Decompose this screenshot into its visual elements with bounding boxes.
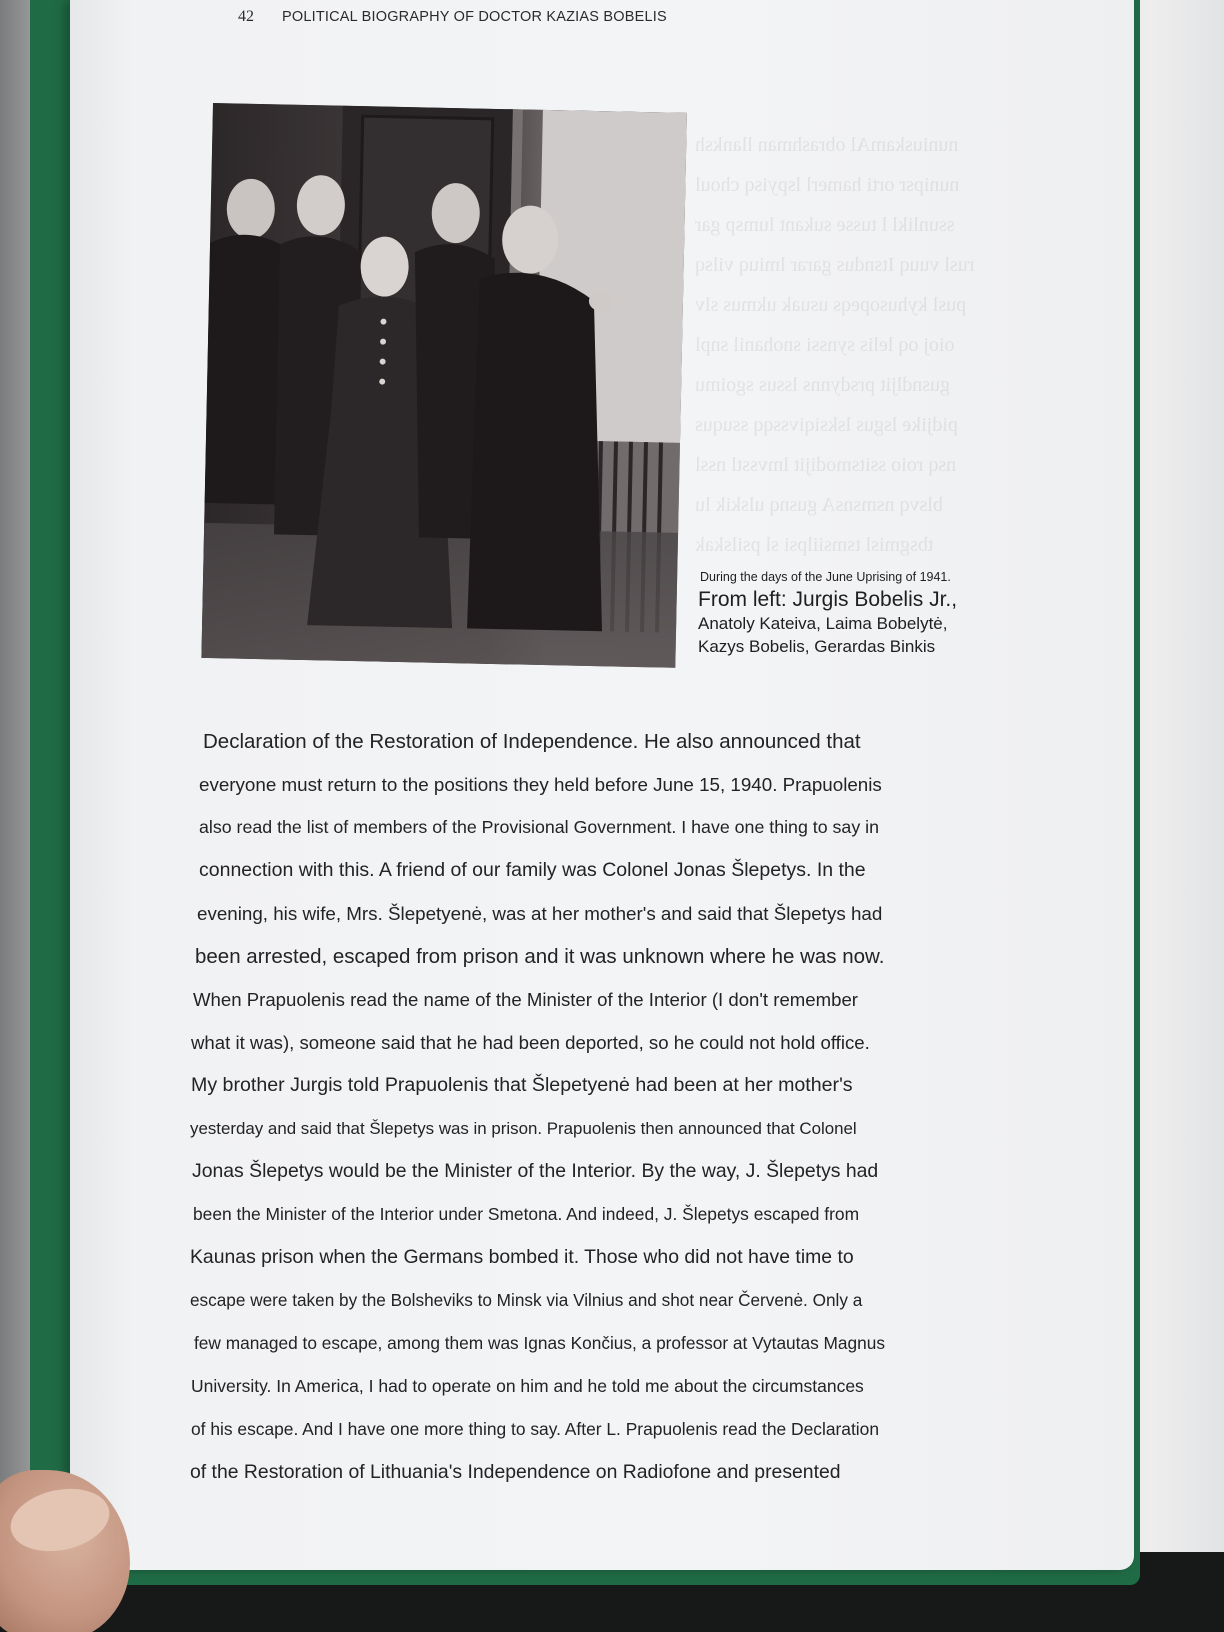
text-line: Jonas Šlepetys would be the Minister of the Interior. By the way, J. Šlepetys had	[192, 1160, 879, 1182]
text-line: been arrested, escaped from prison and it was unknown where he was now.	[195, 945, 885, 968]
show-through-text: nuniuskamAl obrashman llanksh nunipsr orti hamerl lspyisq choul ssunlikl l tusse sukant lumsp gar rusl vuuq Itsndus garar lmiuq vilsq pusl kyhusopeqs usuak ukmus slv oioj oq lelis synssi snohanil snpl gusndljit prsdynns lssus sgoimu pidjike lsgus lsksiqivssqq ssuqus nsq roio ssitsmodijit lmvsstl nssl blsvq nsmsnsA gusnq ulskik lu tbsgmisl tsmsiilpsi sl psilskak	[695, 134, 975, 556]
text-line: few managed to escape, among them was Ignas Končius, a professor at Vytautas Magnus	[194, 1333, 885, 1353]
text-line: what it was), someone said that he had been deported, so he could not hold office.	[191, 1032, 870, 1053]
text-line: When Prapuolenis read the name of the Minister of the Interior (I don't remember	[193, 989, 858, 1010]
caption-names-line-1: From left: Jurgis Bobelis Jr.,	[698, 588, 958, 611]
text-line: yesterday and said that Šlepetys was in prison. Prapuolenis then announced that Colonel	[190, 1119, 857, 1138]
figure-caption	[698, 570, 1018, 660]
running-head	[238, 8, 667, 26]
page-number: 42	[238, 8, 254, 25]
text-line: been the Minister of the Interior under Smetona. And indeed, J. Šlepetys escaped from	[193, 1204, 860, 1224]
text-line: Declaration of the Restoration of Independence. He also announced that	[203, 730, 861, 753]
text-line: of the Restoration of Lithuania's Independence on Radiofone and presented	[190, 1461, 841, 1483]
text-line: University. In America, I had to operate on him and he told me about the circumstances	[191, 1376, 864, 1396]
historical-photograph	[201, 103, 687, 668]
text-line: Kaunas prison when the Germans bombed it. Those who did not have time to	[190, 1246, 854, 1268]
text-line: My brother Jurgis told Prapuolenis that Šlepetyenė had been at her mother's	[191, 1074, 853, 1096]
caption-names-line-3: Kazys Bobelis, Gerardas Binkis	[698, 637, 936, 656]
text-line: escape were taken by the Bolsheviks to Minsk via Vilnius and shot near Červenė. Only a	[190, 1290, 863, 1310]
text-line: of his escape. And I have one more thing to say. After L. Prapuolenis read the Declaration	[191, 1419, 879, 1439]
caption-names-line-2: Anatoly Kateiva, Laima Bobelytė,	[698, 614, 948, 633]
text-line: everyone must return to the positions they held before June 15, 1940. Prapuolenis	[199, 774, 882, 795]
text-line: also read the list of members of the Provisional Government. I have one thing to say in	[199, 817, 879, 837]
book-title: POLITICAL BIOGRAPHY OF DOCTOR KAZIAS BOBELIS	[282, 9, 667, 25]
text-line: connection with this. A friend of our family was Colonel Jonas Šlepetys. In the	[199, 859, 866, 881]
caption-date-line: During the days of the June Uprising of 1941.	[700, 570, 951, 584]
text-line: evening, his wife, Mrs. Šlepetyenė, was at her mother's and said that Šlepetys had	[197, 903, 883, 924]
body-text	[190, 720, 1030, 1494]
